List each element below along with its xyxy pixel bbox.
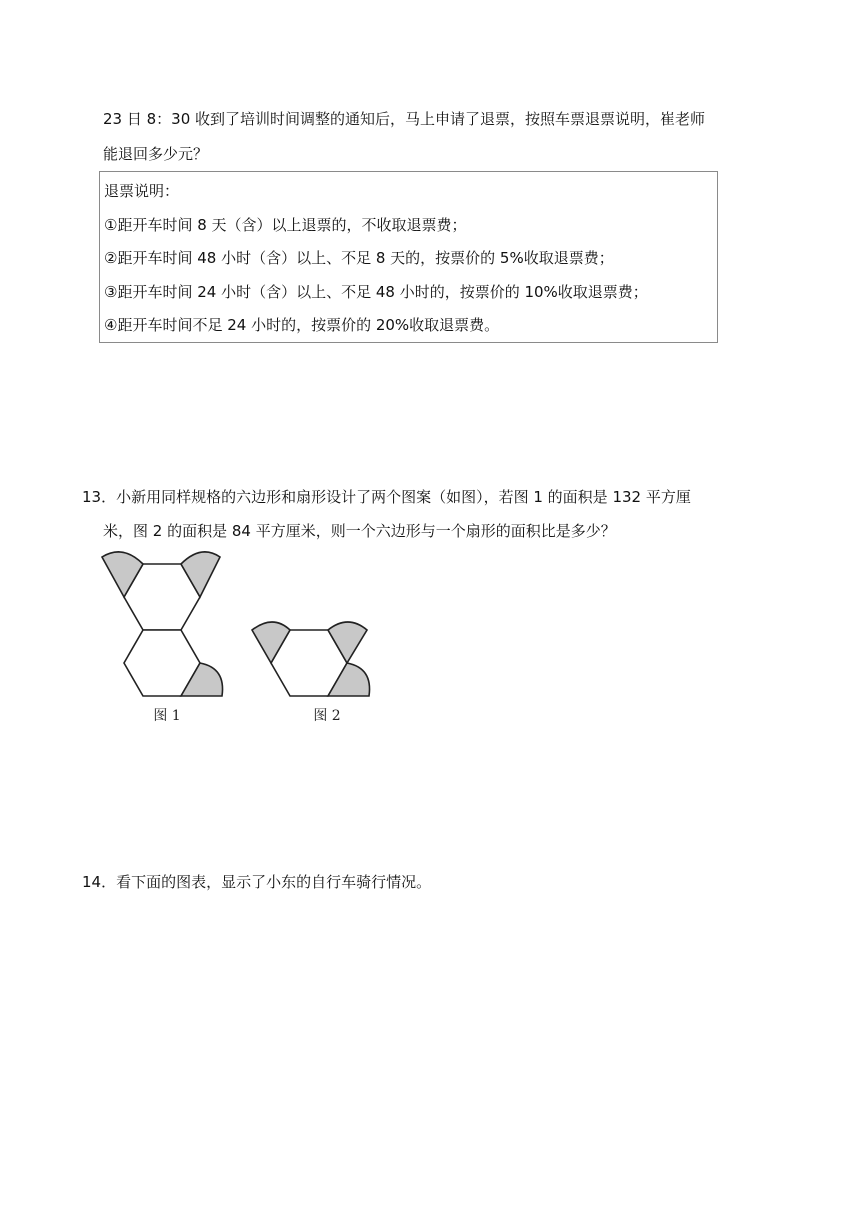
question-13-line-1: 13．小新用同样规格的六边形和扇形设计了两个图案（如图），若图 1 的面积是 132 平方厘 bbox=[82, 488, 691, 506]
refund-rule-4: ④距开车时间不足 24 小时的，按票价的 20%收取退票费。 bbox=[104, 316, 500, 334]
refund-rule-2: ②距开车时间 48 小时（含）以上、不足 8 天的，按票价的 5%收取退票费； bbox=[104, 249, 614, 267]
hexagon-sector-figures bbox=[99, 546, 375, 726]
figure-2-caption: 图 2 bbox=[313, 708, 341, 724]
figure-1-caption: 图 1 bbox=[153, 708, 181, 724]
refund-rule-3: ③距开车时间 24 小时（含）以上、不足 48 小时的，按票价的 10%收取退票费； bbox=[104, 283, 648, 301]
refund-rule-1: ①距开车时间 8 天（含）以上退票的，不收取退票费； bbox=[104, 216, 467, 234]
question-14-line-1: 14．看下面的图表，显示了小东的自行车骑行情况。 bbox=[82, 873, 432, 891]
figure-illustration bbox=[99, 546, 375, 726]
figure-2 bbox=[252, 622, 370, 696]
question-12-line-1: 23 日 8：30 收到了培训时间调整的通知后，马上申请了退票，按照车票退票说明，崔老师 bbox=[103, 110, 706, 128]
refund-notice-box bbox=[99, 171, 718, 343]
question-13-line-2: 米，图 2 的面积是 84 平方厘米，则一个六边形与一个扇形的面积比是多少？ bbox=[103, 522, 616, 540]
figure-1 bbox=[102, 552, 223, 696]
refund-notice-title: 退票说明： bbox=[104, 182, 180, 200]
question-12-line-2: 能退回多少元？ bbox=[103, 145, 209, 163]
